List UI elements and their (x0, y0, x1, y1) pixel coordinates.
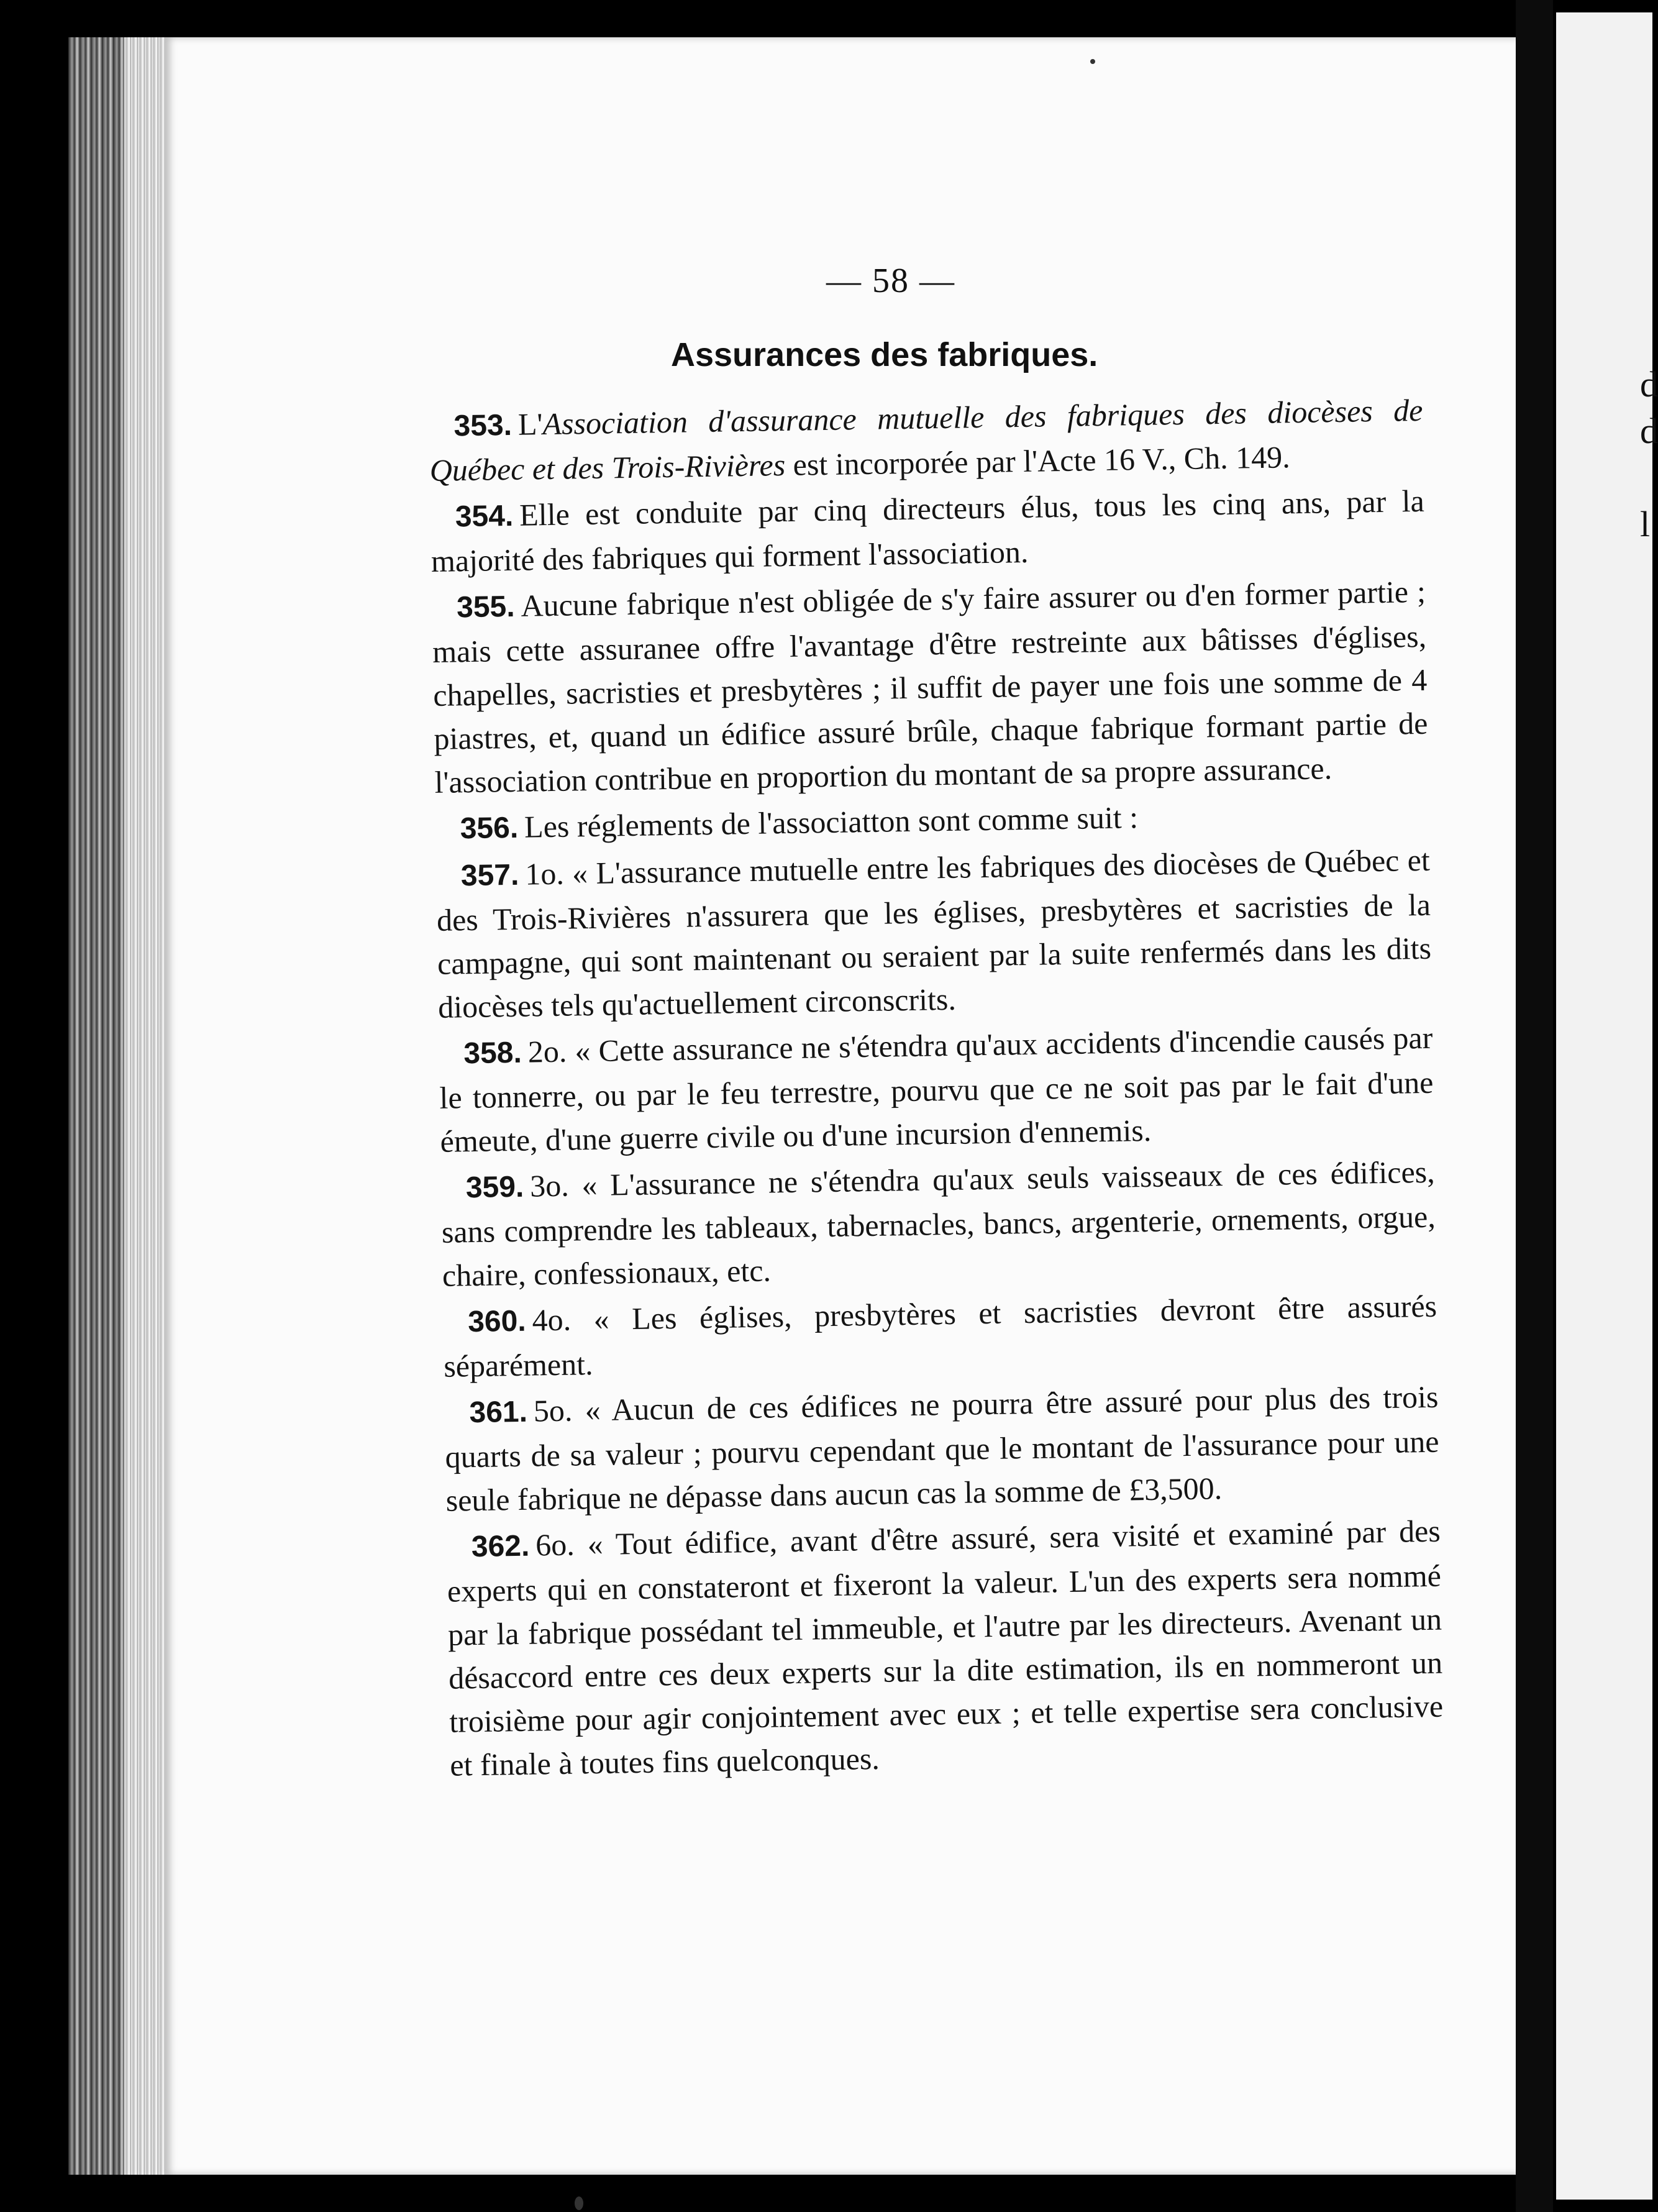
article-number: 354. (455, 499, 514, 534)
article-357 (435, 838, 1432, 1029)
article-360 (443, 1284, 1438, 1388)
article-text: 5o. « Aucun de ces édifices ne pourra être assuré pour plus des trois quarts de sa valeur ; pourvu cependant que le montant de l'assurance pour une seule fabrique ne dépasse dans aucun cas la somme de £3,500. (445, 1379, 1439, 1518)
article-354 (430, 479, 1425, 583)
article-text: 1o. « L'assurance mutuelle entre les fabriques des diocèses de Québec et des Trois-Rivières n'assurera que les églises, presbytères et sacristies de la campagne, qui sont maintenant ou seraient par la suite renfermés dans les dits diocèses tels qu'actuellement circonscrits. (436, 842, 1432, 1025)
article-355 (432, 570, 1429, 804)
article-number: 357. (460, 858, 519, 893)
next-page-fragment: d (1640, 411, 1658, 451)
article-number: 355. (456, 590, 515, 624)
article-359 (440, 1150, 1436, 1297)
article-text: 6o. « Tout édifice, avant d'être assuré, sera visité et examiné par des experts qui en constateront et fixeront la valeur. L'un des experts sera nommé par la fabrique possédant tel immeuble, et l'autre par les directeurs. Avenant un désaccord entre ces deux experts sur la dite estimation, ils en nommeront un troisième pour agir conjointement avec eux ; et telle expertise sera conclusive et finale à toutes fins quelconques. (447, 1513, 1444, 1783)
article-text: 4o. « Les églises, presbytères et sacristies devront être assurés séparément. (443, 1288, 1437, 1384)
book-gutter (1516, 0, 1553, 2212)
next-page-sliver (1556, 12, 1652, 2200)
scan-border (0, 0, 1652, 25)
article-362 (446, 1509, 1444, 1787)
section-title: Assurances des fabriques. (671, 336, 1098, 373)
article-text: Aucune fabrique n'est obligée de s'y faire assurer ou d'en former partie ; mais cette assuranee offre l'avantage d'être restreinte aux bâtisses d'églises, chapelles, sacristies et presbytères ; il suffit de payer une fois une somme de 4 piastres, et, quand un édifice assuré brûle, chaque fabrique formant partie de l'association contribue en proportion du montant de sa propre assurance. (432, 574, 1428, 800)
article-text: 3o. « L'assurance ne s'étendra qu'aux seuls vaisseaux de ces édifices, sans comprendre les tableaux, tabernacles, bancs, argenterie, ornements, orgue, chaire, confessionaux, etc. (441, 1154, 1436, 1293)
document-body (429, 388, 1444, 1789)
article-358 (439, 1016, 1434, 1163)
article-number: 362. (471, 1529, 530, 1564)
scan-speck (575, 2196, 583, 2210)
article-lead: L' (517, 406, 543, 442)
book-page-edges-light (124, 37, 168, 2175)
article-number: 361. (469, 1395, 528, 1430)
article-353 (429, 388, 1424, 492)
article-italic: Association d'assurance mutuelle des fabriques des diocèses de Québec et des Trois-Rivières (429, 392, 1423, 488)
article-number: 356. (460, 811, 519, 846)
article-361 (444, 1375, 1440, 1522)
scan-speck (1090, 59, 1095, 64)
article-text: 2o. « Cette assurance ne s'étendra qu'aux accidents d'incendie causés par le tonnerre, ou par le feu terrestre, pourvu que ce ne soit pas par le fait d'une émeute, d'une guerre civile ou d'une incursion d'ennemis. (439, 1020, 1434, 1159)
article-text: Les réglements de l'associatton sont comme suit : (524, 800, 1139, 844)
article-number: 358. (463, 1036, 522, 1071)
next-page-fragment: d (1640, 364, 1658, 404)
article-text: est incorporée par l'Acte 16 V., Ch. 149. (785, 439, 1291, 482)
next-page-fragment: l (1640, 504, 1651, 544)
article-text: Elle est conduite par cinq directeurs élus, tous les cinq ans, par la majorité des fabriques qui forment l'association. (430, 483, 1425, 578)
page-number-header: — 58 — (826, 262, 955, 300)
article-number: 359. (465, 1170, 524, 1205)
article-number: 360. (467, 1304, 527, 1339)
article-number: 353. (453, 408, 512, 443)
